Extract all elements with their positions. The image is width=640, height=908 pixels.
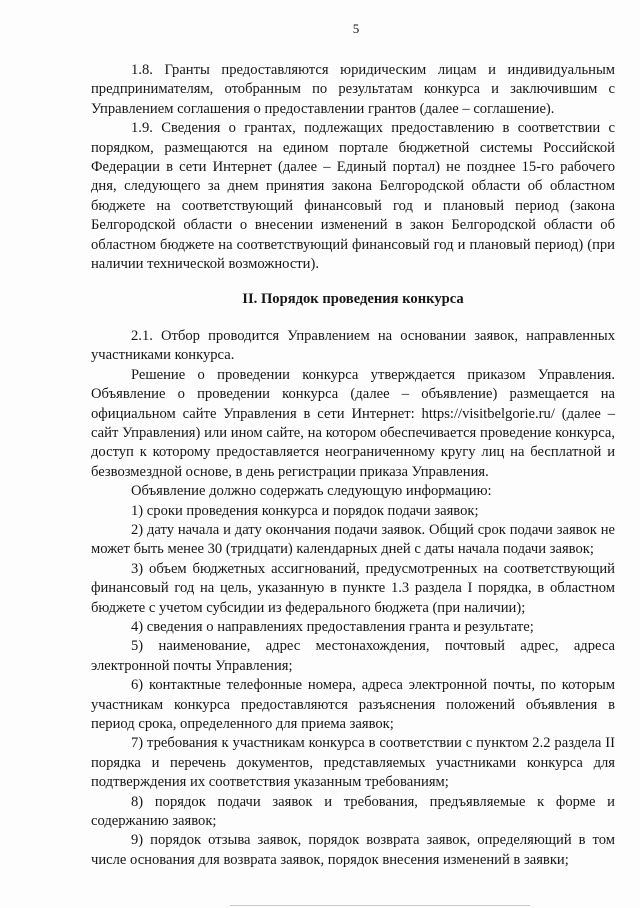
list-item-5: 5) наименование, адрес местонахождения, почтовый адрес, адреса электронной почты Управления; — [91, 638, 615, 674]
list-item-4: 4) сведения о направлениях предоставления гранта и результате; — [131, 618, 534, 635]
document-body — [91, 61, 615, 870]
list-item-7: 7) требования к участникам конкурса в соответствии с пунктом 2.2 раздела II порядка и перечень документов, представляемых участниками конкурса для подтверждения их соответствия указанным требованиям; — [91, 735, 615, 791]
list-item-6: 6) контактные телефонные номера, адреса электронной почты, по которым участникам конкурса предоставляются разъяснения положений объявления в период срока, определенного для приема заявок; — [91, 677, 615, 732]
list-item-1: 1) сроки проведения конкурса и порядок подачи заявок; — [131, 502, 479, 519]
paragraph-1-9: 1.9. Сведения о грантах, подлежащих предоставлению в соответствии с порядком, размещаются на едином портале бюджетной системы Российской Федерации в сети Интернет (далее – Единый портал) не позднее 15-го рабочего дня, следующего за днем принятия закона Белгородской области об областном бюджете на соответствующий финансовый год и плановый период (закона Белгородской области о внесении изменений в закон Белгородской области об областном бюджете на соответствующий финансовый год и плановый период) (при наличии технической возможности). — [91, 120, 615, 273]
paragraph-decision: Решение о проведении конкурса утверждается приказом Управления. Объявление о проведении конкурса (далее – объявление) размещается на официальном сайте Управления в сети Интернет: https://visitbelgorie.ru/ (далее – сайт Управления) или ином сайте, на котором обеспечивается проведение конкурса, доступ к которому предоставляется неограниченному кругу лиц на бесплатной и безвозмездной основе, в день регистрации приказа Управления. — [91, 366, 615, 480]
list-item-3: 3) объем бюджетных ассигнований, предусмотренных на соответствующий финансовый год на цель, указанную в пункте 1.3 раздела I порядка, в областном бюджете с учетом субсидии из федерального бюджета (при наличии); — [91, 560, 615, 616]
paragraph-1-8: 1.8. Гранты предоставляются юридическим лицам и индивидуальным предпринимателям, отобранным по результатам конкурса и заключившим с Управлением соглашения о предоставлении грантов (далее – соглашение). — [91, 62, 615, 117]
scan-edge-line — [230, 905, 530, 906]
paragraph-announcement-intro: Объявление должно содержать следующую информацию: — [131, 483, 492, 500]
page-number: 5 — [352, 21, 360, 36]
list-item-9: 9) порядок отзыва заявок, порядок возврата заявок, определяющий в том числе основания для возврата заявок, порядок внесения изменений в заявки; — [91, 832, 615, 868]
list-item-2: 2) дату начала и дату окончания подачи заявок. Общий срок подачи заявок не может быть менее 30 (тридцати) календарных дней с даты начала подачи заявок; — [91, 521, 615, 558]
section-heading: II. Порядок проведения конкурса — [242, 291, 464, 308]
list-item-8: 8) порядок подачи заявок и требования, предъявляемые к форме и содержанию заявок; — [91, 793, 615, 830]
paragraph-2-1: 2.1. Отбор проводится Управлением на основании заявок, направленных участниками конкурса. — [91, 327, 615, 364]
